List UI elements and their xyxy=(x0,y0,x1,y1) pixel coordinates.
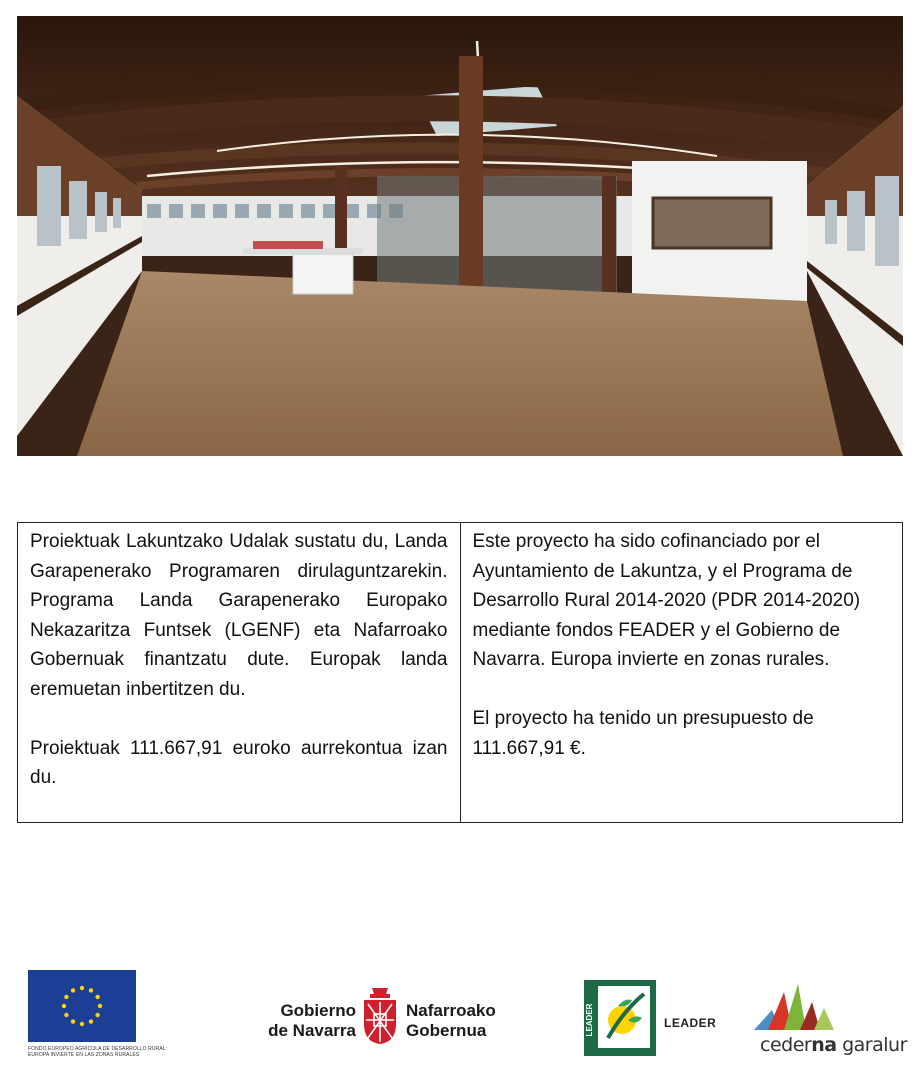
cederna-mountains-icon xyxy=(754,984,834,1032)
gobierno-navarra-logo xyxy=(256,986,518,1046)
svg-text:LEADER: LEADER xyxy=(585,1003,594,1037)
spanish-paragraph-2: El proyecto ha tenido un presupuesto de 111.667,91 €. xyxy=(472,708,814,759)
eu-caption: FONDO EUROPEO AGRÍCOLA DE DESARROLLO RURAL: EUROPA INVIERTE EN LAS ZONAS RURALES xyxy=(28,1046,168,1058)
gobierno-navarra-text: Gobierno de Navarra xyxy=(268,1001,356,1040)
basque-paragraph-1: Proiektuak Lakuntzako Udalak sustatu du, Landa Garapenerako Programaren dirulaguntzarekin. Programa Landa Garapenerako Europako Nekazaritza Funtsek (LGENF) eta Nafarroako Gobernuak finantzatu dute. Europak landa eremuetan inbertitzen du. xyxy=(30,531,448,700)
funding-logos-strip xyxy=(0,950,922,1076)
nafarroako-gobernua-text: Nafarroako Gobernua xyxy=(406,1001,496,1040)
spanish-text-cell xyxy=(460,523,903,823)
room-panorama-photo xyxy=(17,16,903,456)
cederna-garalur-logo xyxy=(752,984,907,1062)
basque-text-cell xyxy=(18,523,461,823)
leader-mark-icon xyxy=(584,980,656,1056)
cederna-garalur-text: cederna garalur xyxy=(760,1034,907,1056)
table-row xyxy=(18,523,903,823)
leader-logo xyxy=(584,980,734,1056)
spanish-paragraph-1: Este proyecto ha sido cofinanciado por el Ayuntamiento de Lakuntza, y el Programa de Desarrollo Rural 2014-2020 (PDR 2014-2020) mediante fondos FEADER y el Gobierno de Navarra. Europa invierte en zonas rurales. xyxy=(472,531,861,670)
leader-label: LEADER xyxy=(664,1016,717,1030)
eu-feader-logo xyxy=(28,970,224,1070)
eu-flag-icon xyxy=(28,970,136,1042)
project-info-table xyxy=(17,522,903,823)
room-panorama-illustration xyxy=(17,16,903,456)
basque-paragraph-2: Proiektuak 111.667,91 euroko aurrekontua izan du. xyxy=(30,737,448,788)
navarra-shield-icon xyxy=(360,986,400,1046)
